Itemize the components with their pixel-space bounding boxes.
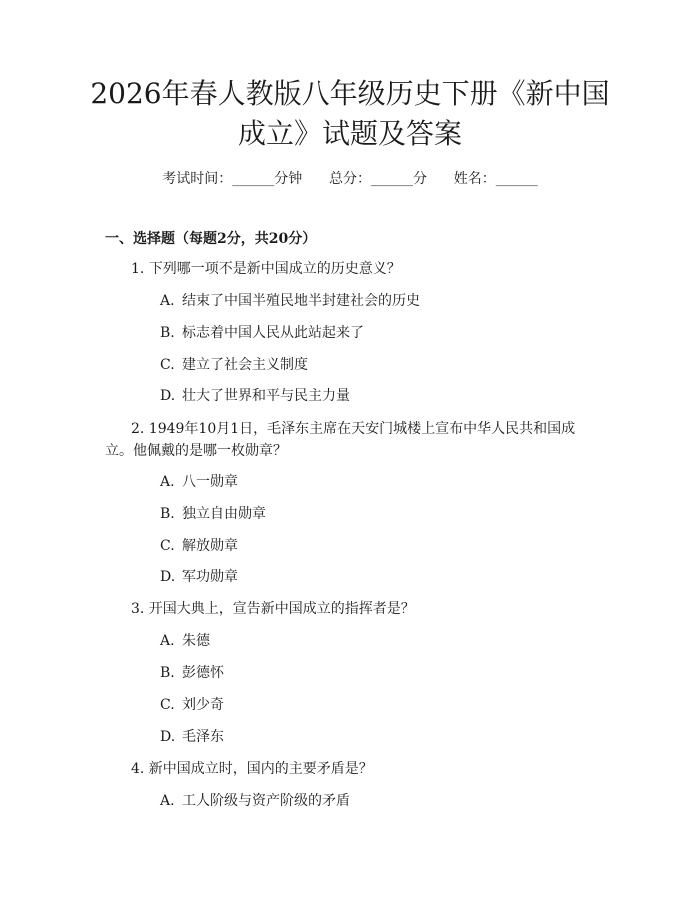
question-2-option-c [160,536,238,556]
option-letter: A. [160,474,175,490]
question-3: 3. 开国大典上，宣告新中国成立的指挥者是？ [131,601,415,617]
option-text: 朱德 [182,633,210,649]
question-1: 1. 下列哪一项不是新中国成立的历史意义？ [131,261,401,277]
option-text: 解放勋章 [182,538,238,554]
option-letter: D. [160,388,176,404]
exam-info-line: 考试时间：______分钟 总分：______分 姓名：______ [162,171,538,187]
question-1-option-a [160,291,420,311]
option-letter: B. [160,506,175,522]
option-text: 独立自由勋章 [182,506,266,522]
option-letter: D. [160,729,176,745]
option-letter: B. [160,665,175,681]
option-letter: B. [160,325,175,341]
question-1-option-c [160,355,308,375]
question-1-option-d [160,386,350,406]
option-text: 建立了社会主义制度 [182,357,308,373]
option-letter: A. [160,633,175,649]
question-3-option-c [160,695,224,715]
question-4: 4. 新中国成立时，国内的主要矛盾是？ [131,761,373,777]
option-letter: C. [160,697,175,713]
option-text: 标志着中国人民从此站起来了 [182,325,364,341]
question-2-option-b [160,504,266,524]
question-1-option-b [160,323,364,343]
option-letter: A. [160,293,175,309]
question-3-option-a [160,631,210,651]
question-2-option-d [160,567,238,587]
option-text: 八一勋章 [182,474,238,490]
option-text: 刘少奇 [182,697,224,713]
section-heading: 一、选择题（每题2分，共20分） [105,231,317,247]
option-letter: D. [160,569,176,585]
question-3-option-d [160,727,224,747]
option-text: 结束了中国半殖民地半封建社会的历史 [182,293,420,309]
question-2: 2. 1949年10月1日，毛泽东主席在天安门城楼上宣布中华人民共和国成立。他佩戴的是哪一枚勋章？ [105,421,576,459]
option-text: 毛泽东 [182,729,224,745]
option-text: 彭德怀 [182,665,224,681]
page-title: 2026年春人教版八年级历史下册《新中国成立》试题及答案 [90,77,610,150]
option-text: 军功勋章 [182,569,238,585]
question-3-option-b [160,663,224,683]
question-4-option-a [160,791,350,811]
option-letter: C. [160,538,175,554]
question-2-option-a [160,472,238,492]
option-text: 工人阶级与资产阶级的矛盾 [182,793,350,809]
option-letter: A. [160,793,175,809]
option-text: 壮大了世界和平与民主力量 [182,388,350,404]
option-letter: C. [160,357,175,373]
